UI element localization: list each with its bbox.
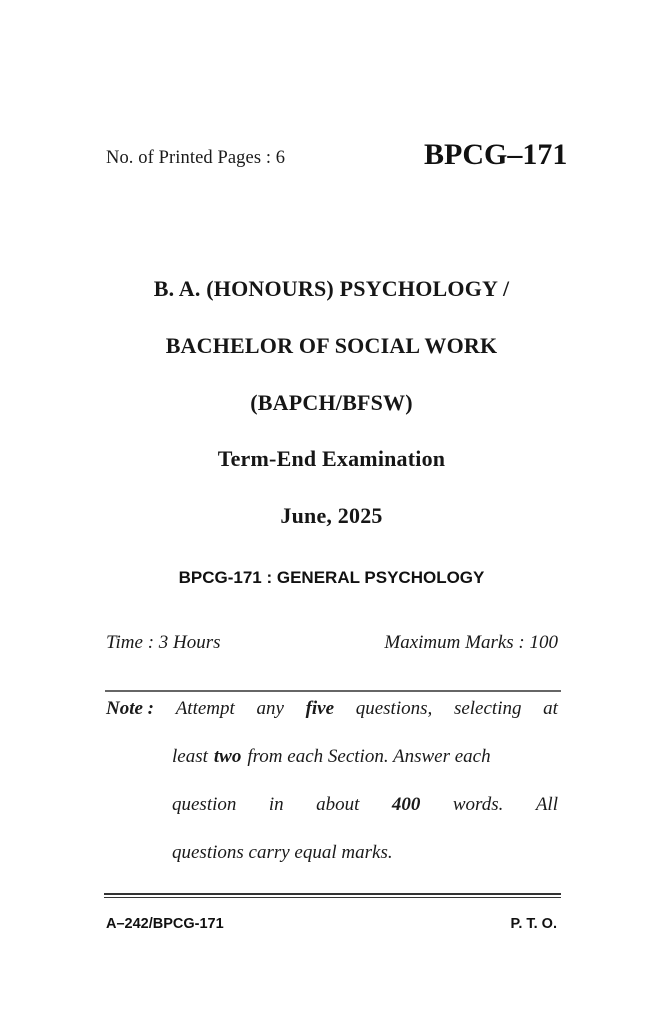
programme-title-line2: BACHELOR OF SOCIAL WORK	[165, 333, 498, 358]
time-allowed: Time : 3 Hours	[106, 632, 221, 653]
instructions-note	[106, 695, 558, 887]
footer-paper-code: A–242/BPCG-171	[106, 916, 224, 932]
note-line-1: Note : Attempt any five questions, selecting at	[106, 695, 558, 743]
note-line-4: questions carry equal marks.	[172, 842, 393, 863]
exam-title: Term-End Examination	[217, 446, 446, 471]
exam-info-row	[106, 632, 558, 654]
programme-title-line1: B. A. (HONOURS) PSYCHOLOGY /	[153, 276, 510, 301]
note-label: Note :	[106, 698, 155, 719]
maximum-marks: Maximum Marks : 100	[384, 632, 558, 653]
divider-line	[105, 690, 561, 692]
exam-session: June, 2025	[280, 503, 383, 528]
programme-code: (BAPCH/BFSW)	[250, 390, 413, 415]
note-line-2: least two from each Section. Answer each	[172, 746, 491, 767]
double-divider-line	[104, 893, 561, 898]
note-line-3: question in about 400 words. All	[172, 794, 558, 815]
footer-pto: P. T. O.	[510, 916, 557, 932]
course-title: BPCG-171 : GENERAL PSYCHOLOGY	[178, 568, 485, 587]
paper-code: BPCG–171	[424, 138, 568, 171]
printed-pages-label: No. of Printed Pages : 6	[106, 148, 286, 168]
